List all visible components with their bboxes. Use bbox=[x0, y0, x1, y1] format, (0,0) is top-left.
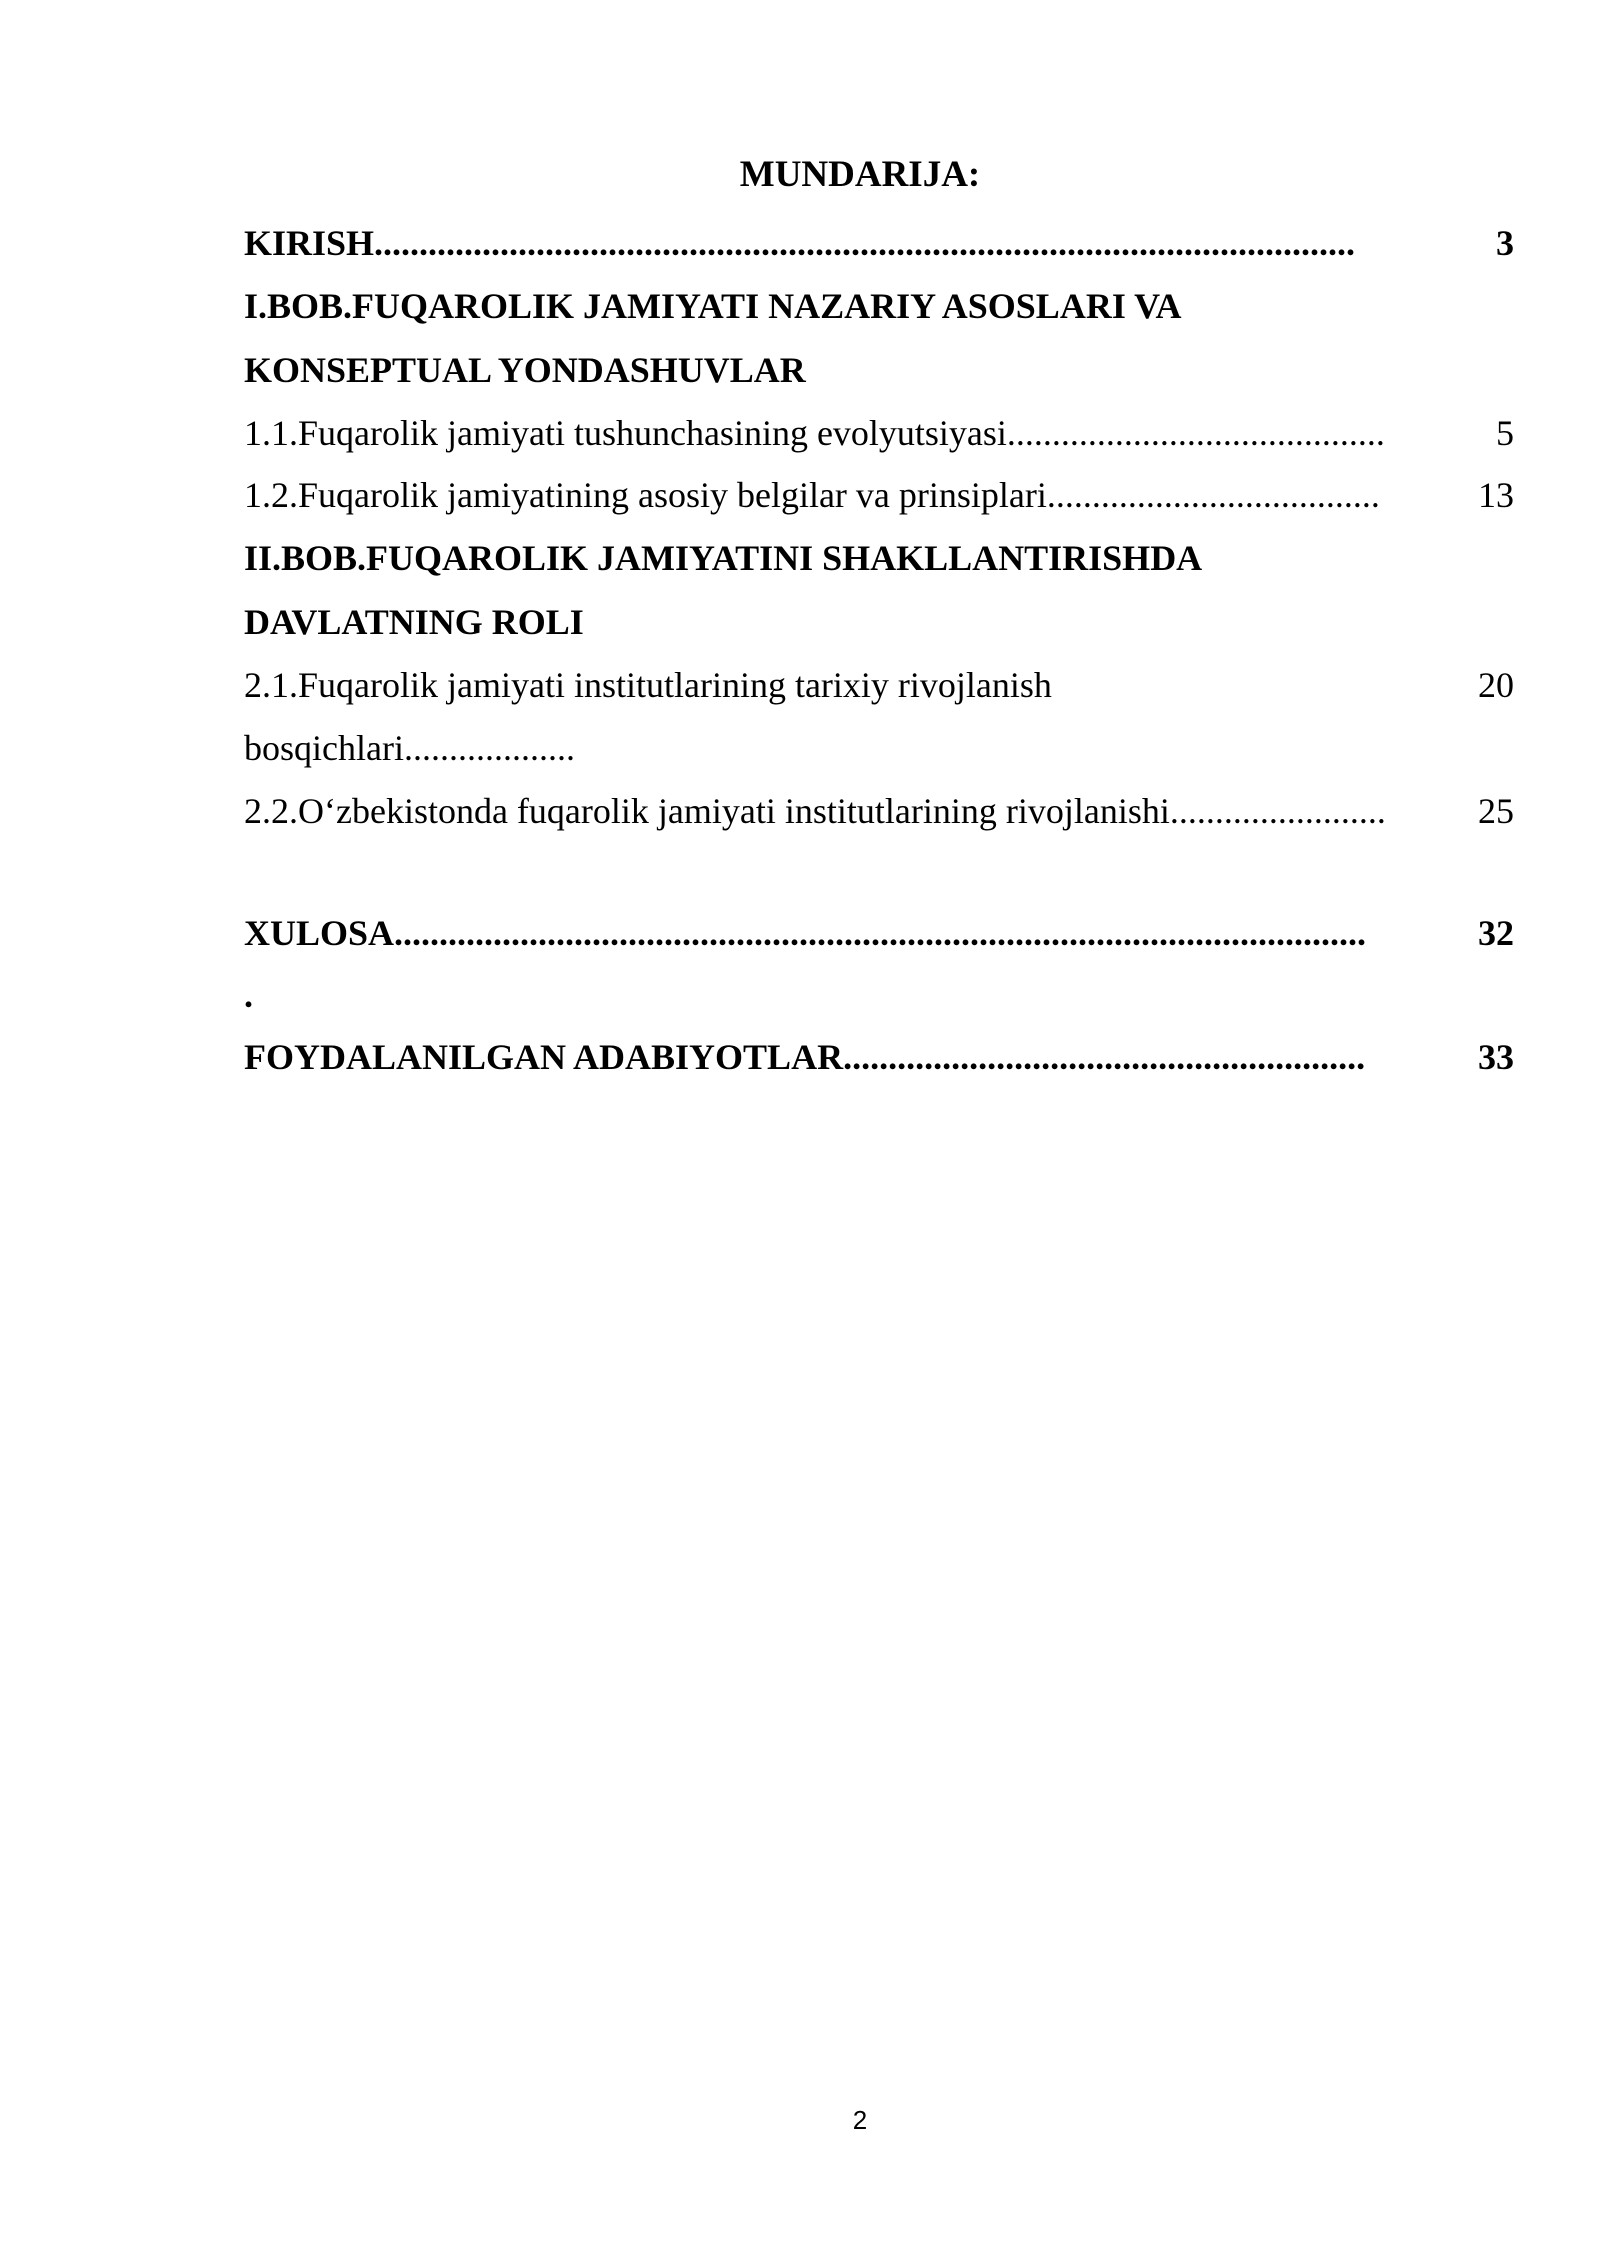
toc-entry-label: 2.1.Fuqarolik jamiyati institutlarining tarixiy rivojlanish bbox=[244, 665, 1052, 705]
toc-entry-label: XULOSA............................................................................................................ bbox=[244, 913, 1367, 953]
toc-entry-label: 1.2.Fuqarolik jamiyatining asosiy belgilar va prinsiplari..................................... bbox=[244, 475, 1380, 515]
toc-entry-2-1 bbox=[244, 654, 1514, 716]
toc-stray-dot: . bbox=[244, 975, 253, 1015]
toc-entry-xulosa bbox=[244, 902, 1514, 964]
page-number: 2 bbox=[852, 2105, 868, 2135]
toc-entry-label: 2.2.O‘zbekistonda fuqarolik jamiyati institutlarining rivojlanishi........................ bbox=[244, 791, 1386, 831]
toc-entry-kirish bbox=[244, 212, 1514, 274]
toc-entry-1-2 bbox=[244, 464, 1514, 526]
toc-entry-1-1 bbox=[244, 402, 1514, 464]
table-of-contents bbox=[244, 212, 1514, 1088]
toc-entry-label: I.BOB.FUQAROLIK JAMIYATI NAZARIY ASOSLARI VA bbox=[244, 286, 1182, 326]
toc-entry-label: bosqichlari................... bbox=[244, 728, 575, 768]
toc-title: MUNDARIJA: bbox=[739, 154, 981, 195]
toc-entry-bibliography bbox=[244, 1026, 1514, 1088]
toc-entry-page: 25 bbox=[1478, 791, 1514, 831]
toc-entry-2-1-continuation bbox=[244, 716, 1514, 780]
toc-entry-label: 1.1.Fuqarolik jamiyati tushunchasining evolyutsiyasi.......................................... bbox=[244, 413, 1385, 453]
toc-entry-page: 3 bbox=[1496, 223, 1514, 263]
toc-chapter-2-heading-line-2 bbox=[244, 590, 1514, 654]
toc-chapter-1-heading-line-1 bbox=[244, 274, 1514, 338]
toc-chapter-2-heading-line-1 bbox=[244, 526, 1514, 590]
toc-entry-page: 5 bbox=[1496, 413, 1514, 453]
toc-entry-page: 33 bbox=[1478, 1037, 1514, 1077]
toc-entry-label: FOYDALANILGAN ADABIYOTLAR.......................................................... bbox=[244, 1037, 1366, 1077]
toc-chapter-1-heading-line-2 bbox=[244, 338, 1514, 402]
toc-spacer bbox=[244, 842, 1514, 902]
toc-entry-label: KIRISH............................................................................................................. bbox=[244, 223, 1356, 263]
toc-entry-label: II.BOB.FUQAROLIK JAMIYATINI SHAKLLANTIRISHDA bbox=[244, 538, 1203, 578]
toc-entry-label: DAVLATNING ROLI bbox=[244, 602, 584, 642]
toc-entry-label: KONSEPTUAL YONDASHUVLAR bbox=[244, 350, 806, 390]
toc-entry-page: 32 bbox=[1478, 913, 1514, 953]
toc-entry-page: 20 bbox=[1478, 665, 1514, 705]
toc-entry-page: 13 bbox=[1478, 475, 1514, 515]
toc-entry-2-2 bbox=[244, 780, 1514, 842]
